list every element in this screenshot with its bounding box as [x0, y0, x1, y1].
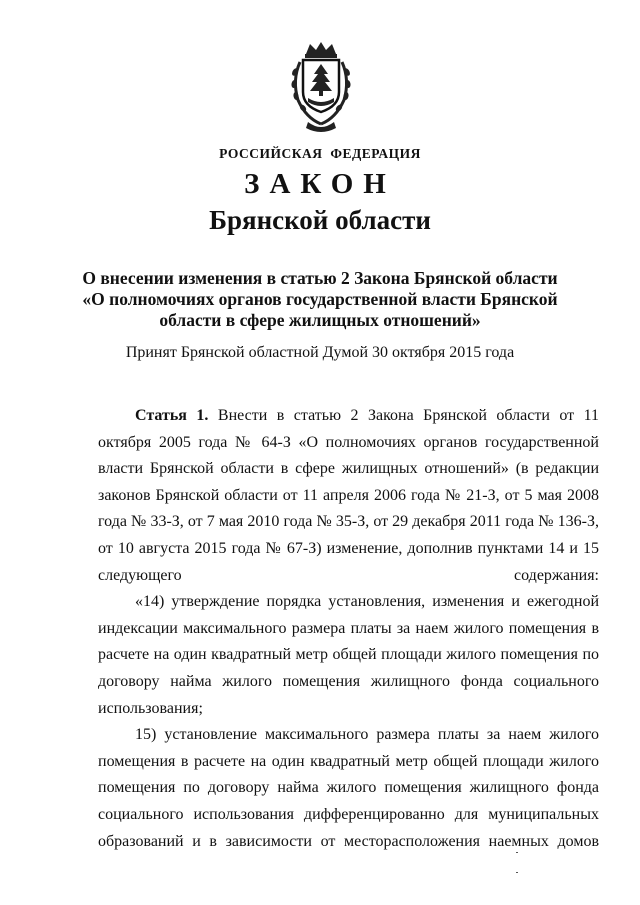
coat-of-arms-icon [286, 40, 356, 135]
item-14-paragraph: «14) утверждение порядка установления, изменения и ежегодной индексации максимального размера платы за наем жилого помещения в расчете на один квадратный метр общей площади жилого помещения по договору найма жилого помещения жилищного фонда социального использования; [98, 593, 599, 717]
article-1-text: Внести в статью 2 Закона Брянской области от 11 октября 2005 года № 64-З «О полномочиях органов государственной власти Брянской области в сфере жилищных отношений» (в редакции законов Брянской области от 11 апреля 2006 года № 21-З, от 5 мая 2008 года № 33-З, от 7 мая 2010 года № 35-З, от 29 декабря 2011 года № 136-З, от 10 августа 2015 года № 67-З) изменение, дополнив пунктами 14 и 15 следующего содержания: [98, 407, 600, 584]
region-heading: Брянской области [209, 205, 431, 235]
law-body [98, 403, 599, 855]
law-title-line-1: О внесении изменения в статью 2 Закона Брянской области [82, 268, 558, 288]
law-title [0, 268, 640, 331]
scan-mark [516, 852, 518, 853]
article-1-label: Статья 1. [135, 407, 209, 424]
adoption-note: Принят Брянской областной Думой 30 октября 2015 года [125, 344, 515, 361]
article-1-paragraph [98, 403, 599, 589]
federation-heading: РОССИЙСКАЯ ФЕДЕРАЦИЯ [219, 146, 421, 161]
document-type-heading: ЗАКОН [244, 168, 396, 200]
law-title-line-2: «О полномочиях органов государственной власти Брянской [82, 289, 558, 309]
item-15-paragraph: 15) установление максимального размера платы за наем жилого помещения в расчете на один квадратный метр общей площади жилого помещения по договору найма жилого помещения жилищного фонда социального использования дифференцированно для муниципальных образований и в зависимости от месторасположения наемных домов [98, 726, 599, 850]
scan-mark [516, 872, 518, 873]
law-title-line-3: области в сфере жилищных отношений» [159, 310, 481, 330]
